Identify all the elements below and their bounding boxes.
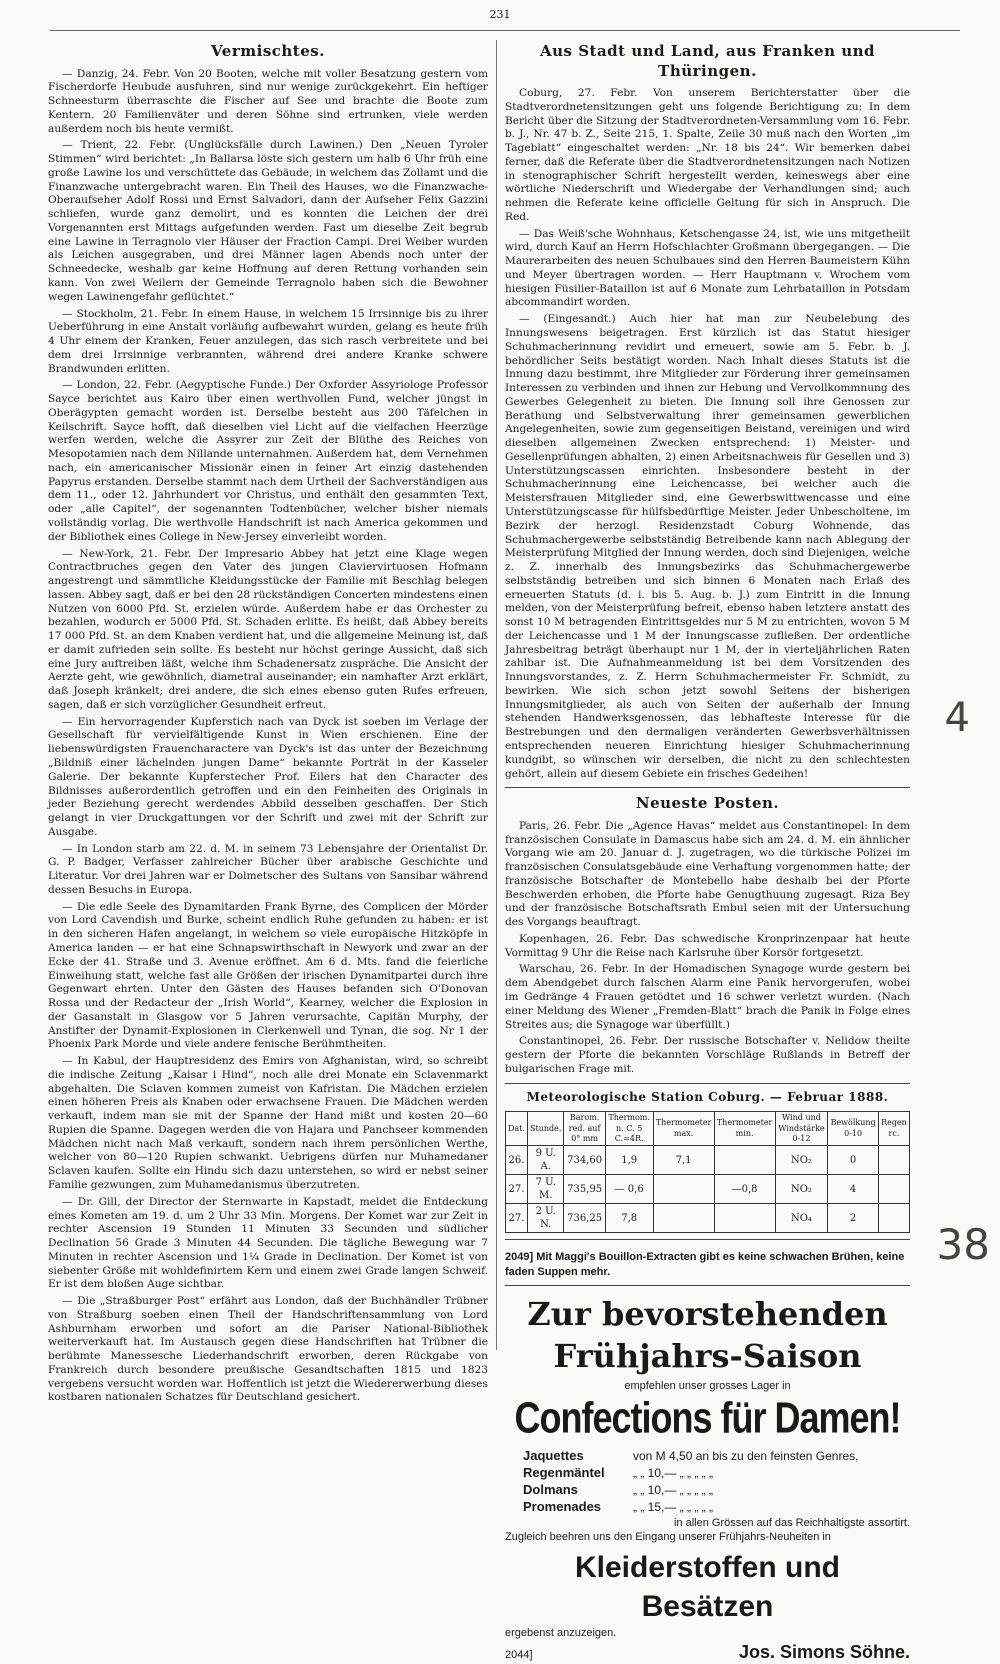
- weather-heading: Meteorologische Station Coburg. — Februar 1888.: [526, 1089, 889, 1104]
- weather-row: [506, 1175, 910, 1204]
- ad-item: [505, 1465, 910, 1482]
- weather-cell: 4: [828, 1175, 879, 1204]
- separator: [505, 787, 910, 788]
- weather-cell: 7,8: [605, 1204, 653, 1233]
- article-paragraph: — In Kabul, der Hauptresidenz des Emirs von Afghanistan, wird, so schreibt die indische Zeitung „Kaisar i Hind“, noch alle drei Monate ein Sclavenmarkt abgehalten. Die Sclaven kommen zumeist von Kafristan. Die Mädchen erzielen einen höheren Preis als Knaben oder erwachsene Frauen. Die Mädchen werden verkauft, indem man sie mit der Spanne der Hand mißt und kosten 20—60 Rupien die Spanne. Dagegen werden die von Hajara und Panchseer kommenden Mädchen nicht nach Maß verkauft, sondern nach ihrem persönlichen Werthe, welcher von 80—120 Rupien schwankt. Uebrigens dürfen nur Muhamedaner Sclaven kaufen. Sollte ein Hindu sich dazu unterstehen, so wird er nebst seiner Familie gezwungen, zum Muhamedanismus überzutreten.: [48, 1055, 488, 1191]
- article-paragraph: — (Eingesandt.) Auch hier hat man zur Neubelebung des Innungswesens beigetragen. Erst kürzlich ist das Statut hiesiger Schuhmacherinnung revidirt und erneuert, sowie am 5. Febr. b. J. behördlicher Seits bestätigt worden. Nach Inhalt dieses Statuts ist die Innung dazu bestimmt, ihre Mitglieder zur Förderung ihrer gemeinsamen Interessen zu verbinden und ihnen zur Hebung und Vervollkommnung des Gewerbes Gelegenheit zu bieten. Die Innung soll ihre Genossen zur Berathung und Selbstverwaltung ihrer gemeinsamen gewerblichen Angelegenheiten, sowie zum gegenseitigen Beistand, vereinigen und wird dieselben allgemeinen Zwecken entsprechend: 1) Meister- und Gesellenprüfungen abhalten, 2) einen Arbeitsnachweis für Gesellen und 3) Unterstützungscassen einrichten. Insbesondere besteht in der Schuhmacherinnung eine Leichencasse, bei welcher auch die Meistersfrauen Mitglieder sind, eine Gewerbswittwencasse und eine Unterstützungscasse für hülfsbedürftige Meister. Jeder Unbescholtene, im Bezirk der herzogl. Residenzstadt Coburg Wohnende, das Schuhmachergewerbe selbstständig Betreibende kann nach Ablegung der Meisterprüfung Mitglied der Innung werden, doch sind Diejenigen, welche z. Z. innerhalb des Innungsbezirks das Schuhmachergewerbe selbstständig betreiben und sich binnen 6 Monaten nach Erlaß des erneuerten Statuts (d. i. bis 5. Aug. b. J.) zum Eintritt in die Innung melden, von der Meisterprüfung befreit, ebenso haben letztere anstatt des sonst 10 M betragenden Eintrittsgeldes nur 5 M zu entrichten, wovon 5 M der Leichencasse und 1 M der Innungscasse zufließen. Der ordentliche Jahresbeitrag beträgt überhaupt nur 1 M, der in vierteljährlichen Raten zahlbar ist. Die Aufnahmeanmeldung ist bei dem Vorsitzenden des Innungsvorstandes, z. Z. Herrn Schuhmachermeister Fr. Schmidt, zu bewirken. Wie sich schon jetzt sowohl Seitens der bisherigen Innungsmitglieder, als auch von Seiten der außerhalb der Innung stehenden Handwerksgenossen, das lebhafteste Interesse für die Bestrebungen und den dermaligen veränderten Gewerbsverhältnissen entsprechenden neueren Einrichtung hiesiger Schuhmacherinnung kundgibt, so wünschen wir derselben, die nicht zu den schlechtesten gehört, allein auf diesem Gebiete ein frisches Gedeihen!: [505, 313, 910, 780]
- ad-item-price: von M 4,50 an bis zu den feinsten Genres,: [633, 1449, 859, 1464]
- ad-firm-name: Jos. Simons Söhne.: [738, 1641, 910, 1662]
- weather-cell: 7 U. M.: [527, 1175, 564, 1204]
- news-item: Kopenhagen, 26. Febr. Das schwedische Kronprinzenpaar hat heute Vormittag 9 Uhr die Reise nach Karlsruhe über Korsör fortgesetzt.: [505, 932, 910, 959]
- weather-table: [505, 1111, 910, 1233]
- margin-note-38: 38: [936, 1220, 990, 1269]
- weather-cell: 736,25: [564, 1204, 605, 1233]
- news-item: Constantinopel, 26. Febr. Der russische Botschafter v. Nelidow theilte gestern der Pforte die bekannten Vorschläge Rußlands in Betreff der bulgarischen Frage mit.: [505, 1035, 910, 1075]
- article-paragraph: — New-York, 21. Febr. Der Impresario Abbey hat jetzt eine Klage wegen Contractbruches gegen den Vater des jungen Claviervirtuosen Hofmann angestrengt und sämmtliche Kleidungsstücke der Familie mit Beschlag belegen lassen. Abbey sagt, daß er bei den 28 rückständigen Concerten mindestens einen Nutzen von 6000 Pfd. St. erzielen würde. Außerdem habe er das Orchester zu bezahlen, wodurch er 5000 Pfd. St. Schaden erlitte. Es heißt, daß Abbey bereits 17 000 Pfd. St. an dem Knaben verdient hat, und die allgemeine Meinung ist, daß er damit zufrieden sein sollte. Es besteht nur höchst geringe Aussicht, daß sich eine Jury auftreiben läßt, welche ihm Schadenersatz zuspräche. Die Ansicht der Aerzte geht, wie gewöhnlich, diametral auseinander; ein namhafter Arzt erklärt, daß Joseph kränkelt; drei andere, die sich eines ebenso guten Rufes erfreuen, sagen, daß er sich vorzüglicher Gesundheit erfreut.: [48, 547, 488, 711]
- section-heading-stadt-land: Aus Stadt und Land, aus Franken und Thüringen.: [539, 42, 876, 80]
- separator: [505, 1239, 910, 1240]
- margin-note-4: 4: [944, 695, 970, 741]
- article-paragraph: — Ein hervorragender Kupferstich nach van Dyck ist soeben im Verlage der Gesellschaft für vervielfältigende Kunst in Wien erschienen. Eine der liebenswürdigsten Frauencharactere van Dyck's ist das unter der Bezeichnung „Bildniß einer lächelnden jungen Dame“ bekannte Porträt in der Kasseler Galerie. Der bekannte Kupferstecher Prof. Eilers hat den Character des Bildnisses außerordentlich getroffen und ein den Feinheiten des Originals in jeder Beziehung gerecht werdendes Abbild desselben geschaffen. Der Stich gelangt in vier Druckgattungen vor der Schrift und zwei mit der Schrift zur Ausgabe.: [48, 715, 488, 838]
- ad-ergebenst: ergebenst anzuzeigen.: [505, 1627, 617, 1640]
- weather-cell: 735,95: [564, 1175, 605, 1204]
- article-paragraph: — Danzig, 24. Febr. Von 20 Booten, welche mit voller Besatzung gestern vom Fischerdorfe Heubude ausfuhren, sind nur wenige zurückgekehrt. Ein heftiger Schneesturm überraschte die Fischer auf See und brachte die Boote zum Kentern. 20 Familienväter und deren Söhne sind ertrunken, viele werden außerdem noch bis heute vermißt.: [48, 67, 488, 135]
- left-article-list: [48, 68, 488, 1406]
- article-paragraph: — Dr. Gill, der Director der Sternwarte in Kapstadt, meldet die Entdeckung eines Kometen am 19. d. um 2 Uhr 33 Min. Morgens. Der Komet war zur Zeit in rechter Ascension 19 Stunden 11 Minuten 33 Secunden und südlicher Declination 56 Grade 3 Minuten 44 Secunden. Die tägliche Bewegung war 7 Minuten in rechter Ascension und 1¼ Grade in Declination. Der Komet ist von siebenter Größe mit wohldefinirtem Kern und einem zwei Grade langen Schweif. Er ist dem bloßen Auge sichtbar.: [48, 1195, 488, 1291]
- right-column: [505, 40, 910, 1662]
- article-paragraph: — Das Weiß'sche Wohnhaus, Ketschengasse 24, ist, wie uns mitgetheilt wird, durch Kauf an Herrn Hofschlachter Großmann übergegangen. — Die Maurerarbeiten des neuen Schulbaues sind den Herren Baumeistern Kühn und Meyer übertragen worden. — Herr Hauptmann v. Wrochem vom hiesigen Füsilier-Bataillon ist auf 6 Monate zum Lehrbataillon in Potsdam abcommandirt worden.: [505, 227, 910, 309]
- ad-item-price: „ „ 10,— „ „ „ „ „: [633, 1466, 713, 1481]
- article-paragraph: — Trient, 22. Febr. (Unglücksfälle durch Lawinen.) Den „Neuen Tyroler Stimmen“ wird berichtet: „In Ballarsa löste sich gestern um halb 6 Uhr früh eine große Lawine los und verschüttete das Gebäude, in welchem das Zollamt und die Finanzwache untergebracht waren. Ein Theil des Hauses, wo die Finanzwache-Oberaufseher Adolf Rossi und Ernst Salvadori, dann der Aufseher Felix Gazzini schliefen, wurde ganz demolirt, und es konnten die Leichen der drei Vorgenannten erst Mittags aufgefunden werden. Fast um dieselbe Zeit begrub eine Lawine in Terragnolo vier Häuser der Fraction Campi. Drei Weiber wurden als Leichen ausgegraben, und drei Männer lagen Abends noch unter der Schneedecke, weshalb gar keine Hoffnung auf deren Rettung vorhanden sein kann. Von zwei Weilern der Gemeinde Terragnolo haben sich die Bewohner wegen Lawinengefahr geflüchtet.“: [48, 139, 488, 303]
- weather-cell: —0,8: [714, 1175, 775, 1204]
- weather-table-body: [506, 1146, 910, 1233]
- weather-cell: 2: [828, 1204, 879, 1233]
- ad-confections-heading: Confections für Damen!: [514, 1393, 901, 1443]
- weather-cell: NO₄: [775, 1204, 828, 1233]
- separator: [505, 1083, 910, 1084]
- ad-item-price: „ „ 15,— „ „ „ „ „: [633, 1499, 713, 1514]
- weather-row: [506, 1204, 910, 1233]
- ad-item-name: Regenmäntel: [523, 1465, 605, 1481]
- ad-number: 2044]: [505, 1648, 533, 1661]
- weather-cell: NO₂: [775, 1146, 828, 1175]
- ad-item-name: Promenades: [523, 1498, 602, 1514]
- article-paragraph: — London, 22. Febr. (Aegyptische Funde.) Der Oxforder Assyriologe Professor Sayce berichtet aus Kairo über einen werthvollen Fund, welcher jüngst in Oberägypten gemacht worden ist. Derselbe besteht aus 200 Täfelchen in Keilschrift. Sayce hofft, daß dieselben viel Licht auf die vielfachen Heerzüge werfen werden, welche die Assyrer zur Zeit der Blüthe des Reiches von Mesopotamien nach dem Nillande unternahmen. Außerdem hat, dem Vernehmen nach, ein americanischer Missionär einen in feiner Art einzig dastehenden Papyrus erstanden. Derselbe stammt nach dem Urtheil der Sachverständigen aus dem 11., oder 12. Jahrhundert vor Christus, und enthält den gesammten Text, oder „alle Capitel“, der sogenannten Todtenbücher, welcher bisher niemals vollständig vorlag. Die werthvolle Handschrift ist nach America gekommen und der Bibliothek eines College in New-Jersey einverleibt worden.: [48, 379, 488, 543]
- weather-table-header: [506, 1112, 910, 1146]
- weather-column-header: Barom. red. auf 0° mm: [564, 1112, 605, 1146]
- section-heading-vermischtes: Vermischtes.: [211, 42, 325, 60]
- ad-item-list: [505, 1448, 910, 1516]
- article-paragraph: — Die „Straßburger Post“ erfährt aus London, daß der Buchhändler Trübner von Straßburg soeben einen Theil der Handschriftensammlung von Lord Ashburnham erworben und sofort an die Pariser National-Bibliothek weiterverkauft hat. Im Austausch gegen diese Handschriften hat Trübner die berühmte Manessesche Liederhandschrift erworben, deren Rückgabe von Frankreich durch besondere preußische Gesandtschaften 1815 und 1823 vergebens versucht worden war. Hoffentlich ist jetzt die Wiedererwerbung dieses kostbaren nationalen Schatzes für Deutschland gesichert.: [48, 1295, 488, 1404]
- weather-cell: — 0,6: [605, 1175, 653, 1204]
- advertisement: [505, 1250, 910, 1664]
- weather-column-header: Dat.: [506, 1112, 528, 1146]
- ad-assort: in allen Grössen auf das Reichhaltigste assortirt.: [673, 1516, 910, 1529]
- article-paragraph: — Die edle Seele des Dynamitarden Frank Byrne, des Complicen der Mörder von Lord Cavendish und Burke, scheint endlich Ruhe gefunden zu haben: er ist in den sicheren Hafen angelangt, in welchem so viele europäische Hitzköpfe in America landen — er hat eine Schnapswirthschaft in Newyork und zwar an der Ecke der 41. Straße und 3. Avenue eröffnet. Am 6 d. Mts. fand die feierliche Einweihung statt, welche fast alle Größen der irischen Dynamitpartei durch ihre Gegenwart ehrten. Unter den Gästen des Hauses befanden sich O'Donovan Rossa und der Redacteur der „Irish World“, Kearney, welcher die Explosion in der Gasanstalt in Glasgow vor 5 Jahren verursachte, Capitän Murphy, der Anstifter der Dynamit-Explosionen in Clerkenwell und Tynan, die sog. Nr 1 der Phoenix Park Morde und viele andere fenische Berühmtheiten.: [48, 900, 488, 1051]
- ad-saison-heading: Zur bevorstehenden Frühjahrs-Saison: [527, 1294, 888, 1375]
- top-rule: [50, 30, 960, 31]
- right-article-list: [505, 87, 910, 781]
- ad-item-name: Jaquettes: [523, 1448, 584, 1464]
- maggi-ad: 2049] Mit Maggi's Bouillon-Extracten gibt es keine schwachen Brühen, keine faden Suppen mehr.: [505, 1251, 905, 1278]
- weather-cell: [653, 1175, 714, 1204]
- ad-item: [505, 1448, 910, 1465]
- weather-cell: [878, 1204, 909, 1233]
- weather-column-header: Bewölkung 0-10: [828, 1112, 879, 1146]
- weather-cell: NO₂: [775, 1175, 828, 1204]
- weather-column-header: Regen rc.: [878, 1112, 909, 1146]
- ad-item-name: Dolmans: [523, 1481, 578, 1497]
- left-column: [48, 40, 488, 1404]
- weather-column-header: Wind und Windstärke 0-12: [775, 1112, 828, 1146]
- ad-item: [505, 1499, 910, 1516]
- weather-column-header: Thermometer min.: [714, 1112, 775, 1146]
- ad-empfehlen: empfehlen unser grosses Lager in: [624, 1380, 791, 1393]
- article-paragraph: — In London starb am 22. d. M. in seinem 73 Lebensjahre der Orientalist Dr. G. P. Badger, Verfasser zahlreicher Bücher über arabische Geschichte und Literatur. Vor drei Jahren war er Dolmetscher des Sultans von Sansibar während dessen Besuchs in Europa.: [48, 842, 488, 896]
- weather-cell: 734,60: [564, 1146, 605, 1175]
- ad-item-price: „ „ 10,— „ „ „ „ „: [633, 1482, 713, 1497]
- weather-cell: 1,9: [605, 1146, 653, 1175]
- news-list: [505, 820, 910, 1077]
- article-paragraph: — Stockholm, 21. Febr. In einem Hause, in welchem 15 Irrsinnige bis zu ihrer Ueberführung in eine Anstalt vorläufig aufbewahrt wurden, gelang es heute früh 4 Uhr einem der Kranken, Feuer anzulegen, das sich rasch verbreitete und bei dem drei Irrsinnige verbrannten, während drei andere Kranke schwere Brandwunden erlitten.: [48, 307, 488, 375]
- news-item: Paris, 26. Febr. Die „Agence Havas“ meldet aus Constantinopel: In dem französischen Consulate in Damascus habe sich am 24. d. M. ein ähnlicher Vorgang wie am 20. Januar d. J. zugetragen, wo die türkische Polizei im französischen Consulatsgebäude eine Verhaftung vorgenommen hatte; der französische Botschafter de Montebello habe deshalb bei der Pforte Beschwerden erhoben, die Pforte habe Genugthuung zugesagt. Riza Bey und der französische Botschaftsrath Embul seien mit der Untersuchung des Vorgangs beauftragt.: [505, 819, 910, 929]
- section-heading-neueste-posten: Neueste Posten.: [635, 794, 780, 813]
- weather-column-header: Thermometer max.: [653, 1112, 714, 1146]
- ad-zugleich: Zugleich beehren uns den Eingang unserer Frühjahrs-Neuheiten in: [505, 1531, 831, 1544]
- weather-row: [506, 1146, 910, 1175]
- column-divider: [496, 40, 497, 1350]
- weather-column-header: Stunde.: [527, 1112, 564, 1146]
- weather-cell: 27.: [506, 1204, 528, 1233]
- weather-cell: [653, 1204, 714, 1233]
- weather-cell: 2 U. N.: [527, 1204, 564, 1233]
- page-number: 231: [489, 8, 511, 21]
- weather-cell: [714, 1146, 775, 1175]
- weather-cell: 9 U. A.: [527, 1146, 564, 1175]
- weather-cell: 7,1: [653, 1146, 714, 1175]
- separator: [505, 1285, 910, 1286]
- news-item: Warschau, 26. Febr. In der Homadischen Synagoge wurde gestern bei dem Abendgebet durch falschen Alarm eine Panik hervorgerufen, wobei im Gedränge 4 Frauen getödtet und 16 schwer verletzt wurden. (Nach einer Meldung des Wiener „Fremden-Blatt“ brach die Panik in Folge eines Streites aus; die Synagoge war überfüllt.): [505, 963, 910, 1031]
- ad-item: [505, 1482, 910, 1499]
- weather-cell: 27.: [506, 1175, 528, 1204]
- weather-cell: [878, 1146, 909, 1175]
- weather-cell: 26.: [506, 1146, 528, 1175]
- ad-kleiderstoffe: Kleiderstoffen und Besätzen: [574, 1551, 840, 1624]
- weather-cell: [714, 1204, 775, 1233]
- weather-cell: [878, 1175, 909, 1204]
- weather-cell: 0: [828, 1146, 879, 1175]
- article-paragraph: Coburg, 27. Febr. Von unserem Berichterstatter über die Stadtverordnetensitzungen geht uns folgende Berichtigung zu: In dem Bericht über die Sitzung der Stadtverordneten-Versammlung vom 16. Febr. b. J., Nr. 47 b. Z., Seite 215, 1. Spalte, Zeile 30 muß nach den Worten „im Tageblatt“ eingeschaltet werden: „Nr. 18 bis 24“. Wir bemerken dabei ferner, daß die Referate über die Stadtverordnetensitzungen nach Notizen in stenographischer Schrift hergestellt werden, keineswegs aber eine wörtliche Niederschrift und Wiedergabe der Verhandlungen sind; auch nehmen die Referate keine officielle Geltung für sich in Anspruch. Die Red.: [505, 87, 910, 223]
- weather-column-header: Thermom. n. C. 5 C.=4R.: [605, 1112, 653, 1146]
